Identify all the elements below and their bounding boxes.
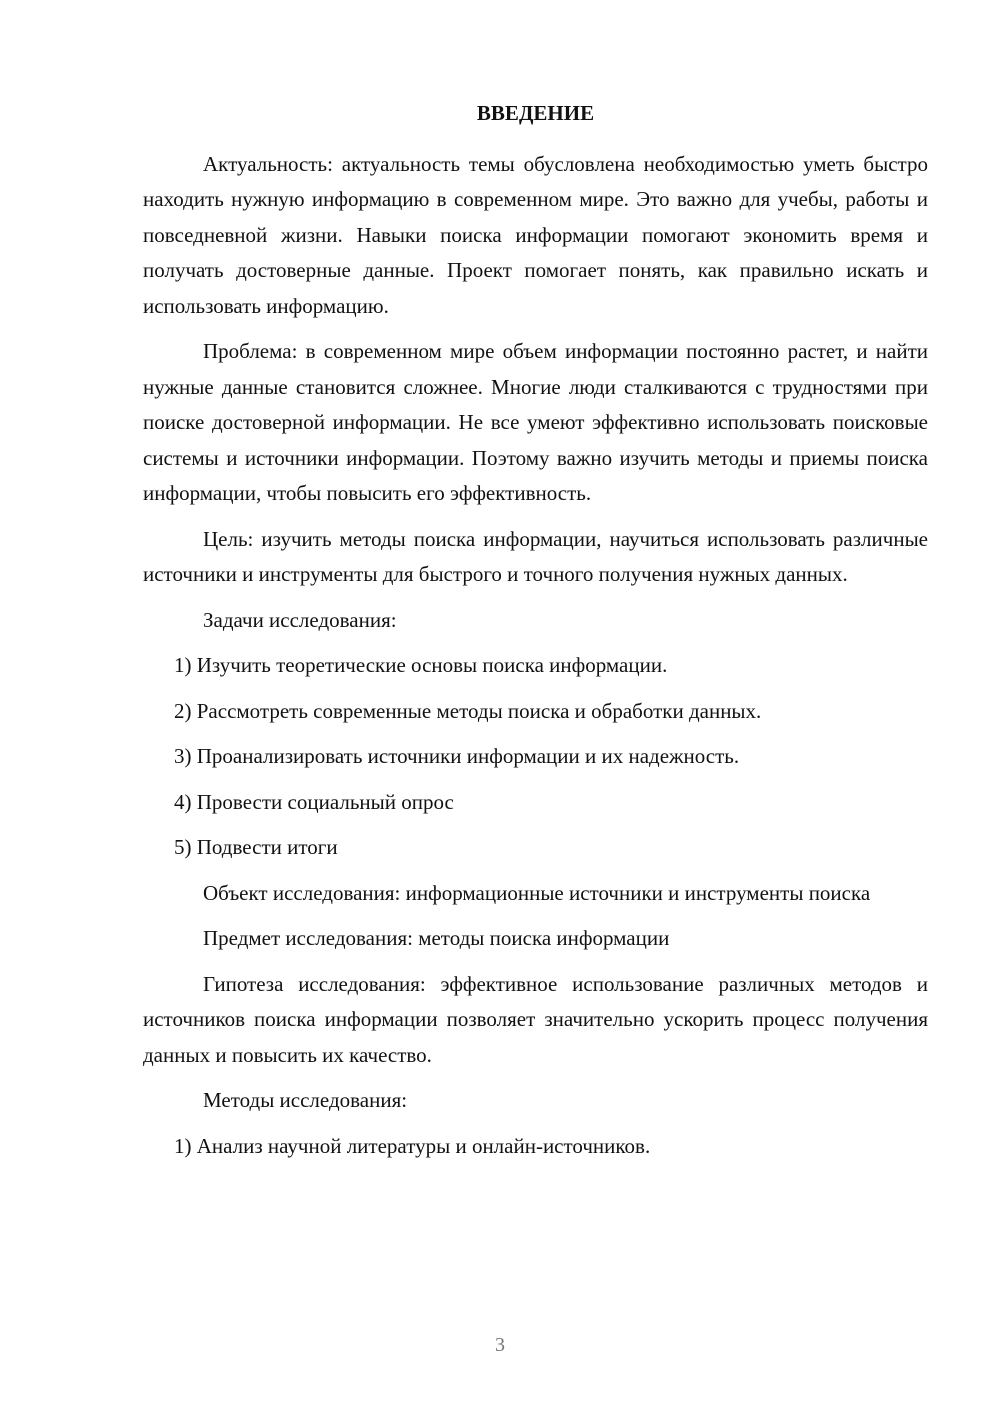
task-item: 5) Подвести итоги: [174, 835, 338, 859]
task-item: 3) Проанализировать источники информации и их надежность.: [174, 744, 740, 768]
tasks-title: Задачи исследования:: [203, 607, 397, 632]
page-number: 3: [495, 1334, 505, 1356]
page-content: [143, 96, 928, 1174]
relevance-paragraph: Актуальность: актуальность темы обусловлена необходимостью уметь быстро находить нужную информацию в современном мире. Это важно для учебы, работы и повседневной жизни. Навыки поиска информации помогают экономить время и получать достоверные данные. Проект помогает понять, как правильно искать и использовать информацию.: [143, 151, 928, 318]
goal-paragraph: Цель: изучить методы поиска информации, научиться использовать различные источники и инструменты для быстрого и точного получения нужных данных.: [143, 526, 928, 586]
task-item: 1) Изучить теоретические основы поиска информации.: [174, 653, 668, 677]
methods-title: Методы исследования:: [203, 1088, 408, 1112]
problem-paragraph: Проблема: в современном мире объем информации постоянно растет, и найти нужные данные становится сложнее. Многие люди сталкиваются с трудностями при поиске достоверной информации. Не все умеют эффективно использовать поисковые системы и источники информации. Поэтому важно изучить методы и приемы поиска информации, чтобы повысить его эффективность.: [143, 339, 928, 505]
subject-paragraph: Предмет исследования: методы поиска информации: [203, 926, 670, 950]
method-item: 1) Анализ научной литературы и онлайн-источников.: [174, 1133, 651, 1158]
object-paragraph: Объект исследования: информационные источники и инструменты поиска: [203, 880, 871, 905]
hypothesis-paragraph: Гипотеза исследования: эффективное использование различных методов и источников поиска информации позволяет значительно ускорить процесс получения данных и повысить их качество.: [143, 971, 928, 1067]
section-heading: ВВЕДЕНИЕ: [476, 101, 595, 125]
task-item: 2) Рассмотреть современные методы поиска и обработки данных.: [174, 698, 762, 723]
task-item: 4) Провести социальный опрос: [174, 789, 454, 814]
